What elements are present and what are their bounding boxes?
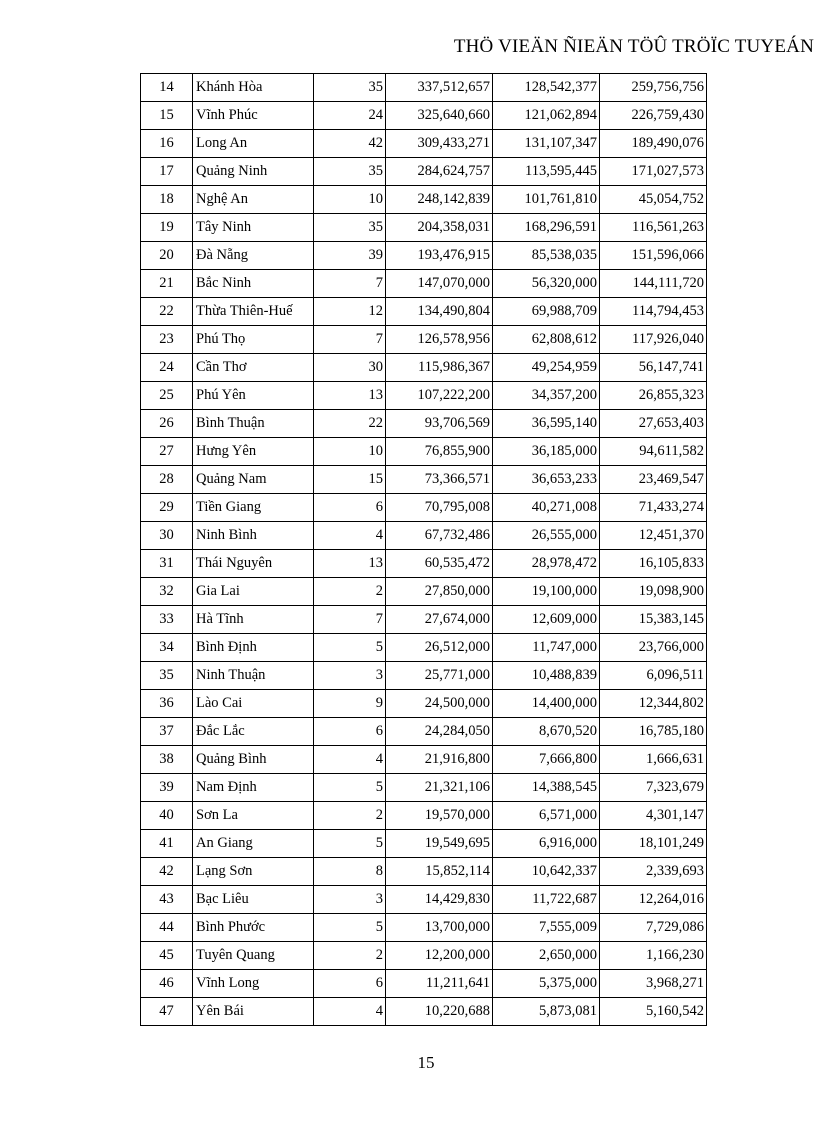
page-header-title: THÖ VIEÄN ÑIEÄN TÖÛ TRÖÏC TUYEÁN — [453, 36, 814, 57]
table-row — [141, 186, 707, 214]
row-number-cell: 43 — [141, 886, 193, 914]
province-name-cell: Bắc Ninh — [193, 270, 314, 298]
value-3-cell: 71,433,274 — [600, 494, 707, 522]
table-row — [141, 74, 707, 102]
value-1-cell: 24,284,050 — [386, 718, 493, 746]
row-number-cell: 40 — [141, 802, 193, 830]
value-1-cell: 13,700,000 — [386, 914, 493, 942]
row-number-cell: 23 — [141, 326, 193, 354]
row-number-cell: 35 — [141, 662, 193, 690]
table-row — [141, 690, 707, 718]
value-3-cell: 116,561,263 — [600, 214, 707, 242]
value-1-cell: 19,549,695 — [386, 830, 493, 858]
value-3-cell: 27,653,403 — [600, 410, 707, 438]
value-3-cell: 1,166,230 — [600, 942, 707, 970]
value-1-cell: 12,200,000 — [386, 942, 493, 970]
value-3-cell: 3,968,271 — [600, 970, 707, 998]
row-number-cell: 44 — [141, 914, 193, 942]
value-2-cell: 7,666,800 — [493, 746, 600, 774]
value-2-cell: 8,670,520 — [493, 718, 600, 746]
count-cell: 3 — [314, 662, 386, 690]
value-2-cell: 85,538,035 — [493, 242, 600, 270]
province-name-cell: Lào Cai — [193, 690, 314, 718]
value-1-cell: 325,640,660 — [386, 102, 493, 130]
table-row — [141, 354, 707, 382]
value-2-cell: 5,375,000 — [493, 970, 600, 998]
count-cell: 35 — [314, 214, 386, 242]
count-cell: 22 — [314, 410, 386, 438]
row-number-cell: 24 — [141, 354, 193, 382]
count-cell: 8 — [314, 858, 386, 886]
table-row — [141, 102, 707, 130]
value-3-cell: 26,855,323 — [600, 382, 707, 410]
table-row — [141, 466, 707, 494]
table-row — [141, 326, 707, 354]
value-3-cell: 12,264,016 — [600, 886, 707, 914]
value-3-cell: 94,611,582 — [600, 438, 707, 466]
province-name-cell: Sơn La — [193, 802, 314, 830]
value-2-cell: 10,488,839 — [493, 662, 600, 690]
province-name-cell: Phú Yên — [193, 382, 314, 410]
row-number-cell: 37 — [141, 718, 193, 746]
value-1-cell: 70,795,008 — [386, 494, 493, 522]
value-2-cell: 19,100,000 — [493, 578, 600, 606]
table-row — [141, 242, 707, 270]
value-2-cell: 168,296,591 — [493, 214, 600, 242]
value-3-cell: 117,926,040 — [600, 326, 707, 354]
province-name-cell: Lạng Sơn — [193, 858, 314, 886]
table-row — [141, 410, 707, 438]
table-row — [141, 830, 707, 858]
value-3-cell: 226,759,430 — [600, 102, 707, 130]
page-number: 15 — [417, 1053, 435, 1072]
province-name-cell: Thừa Thiên-Huế — [193, 298, 314, 326]
province-name-cell: Bạc Liêu — [193, 886, 314, 914]
row-number-cell: 38 — [141, 746, 193, 774]
count-cell: 5 — [314, 830, 386, 858]
row-number-cell: 18 — [141, 186, 193, 214]
row-number-cell: 22 — [141, 298, 193, 326]
count-cell: 15 — [314, 466, 386, 494]
row-number-cell: 25 — [141, 382, 193, 410]
row-number-cell: 31 — [141, 550, 193, 578]
row-number-cell: 27 — [141, 438, 193, 466]
row-number-cell: 15 — [141, 102, 193, 130]
row-number-cell: 46 — [141, 970, 193, 998]
table-row — [141, 858, 707, 886]
table-row — [141, 774, 707, 802]
value-1-cell: 337,512,657 — [386, 74, 493, 102]
table-row — [141, 130, 707, 158]
value-1-cell: 204,358,031 — [386, 214, 493, 242]
row-number-cell: 42 — [141, 858, 193, 886]
value-2-cell: 131,107,347 — [493, 130, 600, 158]
value-1-cell: 11,211,641 — [386, 970, 493, 998]
province-data-table — [140, 73, 707, 1026]
province-name-cell: Tây Ninh — [193, 214, 314, 242]
count-cell: 4 — [314, 522, 386, 550]
value-3-cell: 2,339,693 — [600, 858, 707, 886]
value-2-cell: 7,555,009 — [493, 914, 600, 942]
row-number-cell: 47 — [141, 998, 193, 1026]
value-1-cell: 67,732,486 — [386, 522, 493, 550]
province-name-cell: Cần Thơ — [193, 354, 314, 382]
province-name-cell: Hưng Yên — [193, 438, 314, 466]
count-cell: 6 — [314, 970, 386, 998]
province-name-cell: Tiền Giang — [193, 494, 314, 522]
count-cell: 35 — [314, 74, 386, 102]
value-3-cell: 7,323,679 — [600, 774, 707, 802]
count-cell: 3 — [314, 886, 386, 914]
value-3-cell: 18,101,249 — [600, 830, 707, 858]
value-3-cell: 259,756,756 — [600, 74, 707, 102]
count-cell: 42 — [314, 130, 386, 158]
table-row — [141, 998, 707, 1026]
value-1-cell: 26,512,000 — [386, 634, 493, 662]
province-name-cell: Quảng Ninh — [193, 158, 314, 186]
row-number-cell: 34 — [141, 634, 193, 662]
value-3-cell: 16,105,833 — [600, 550, 707, 578]
count-cell: 6 — [314, 494, 386, 522]
count-cell: 39 — [314, 242, 386, 270]
value-2-cell: 49,254,959 — [493, 354, 600, 382]
value-1-cell: 15,852,114 — [386, 858, 493, 886]
count-cell: 13 — [314, 550, 386, 578]
count-cell: 10 — [314, 186, 386, 214]
province-name-cell: An Giang — [193, 830, 314, 858]
value-2-cell: 2,650,000 — [493, 942, 600, 970]
value-1-cell: 309,433,271 — [386, 130, 493, 158]
table-row — [141, 606, 707, 634]
value-1-cell: 93,706,569 — [386, 410, 493, 438]
row-number-cell: 20 — [141, 242, 193, 270]
province-name-cell: Vĩnh Phúc — [193, 102, 314, 130]
province-name-cell: Hà Tĩnh — [193, 606, 314, 634]
value-1-cell: 25,771,000 — [386, 662, 493, 690]
row-number-cell: 41 — [141, 830, 193, 858]
value-3-cell: 6,096,511 — [600, 662, 707, 690]
table-row — [141, 942, 707, 970]
value-2-cell: 69,988,709 — [493, 298, 600, 326]
count-cell: 13 — [314, 382, 386, 410]
value-2-cell: 14,400,000 — [493, 690, 600, 718]
value-1-cell: 73,366,571 — [386, 466, 493, 494]
value-2-cell: 113,595,445 — [493, 158, 600, 186]
count-cell: 12 — [314, 298, 386, 326]
count-cell: 6 — [314, 718, 386, 746]
value-1-cell: 60,535,472 — [386, 550, 493, 578]
count-cell: 10 — [314, 438, 386, 466]
count-cell: 5 — [314, 634, 386, 662]
value-2-cell: 36,595,140 — [493, 410, 600, 438]
table-row — [141, 718, 707, 746]
count-cell: 7 — [314, 270, 386, 298]
table-row — [141, 382, 707, 410]
value-3-cell: 171,027,573 — [600, 158, 707, 186]
value-3-cell: 19,098,900 — [600, 578, 707, 606]
value-3-cell: 16,785,180 — [600, 718, 707, 746]
value-2-cell: 11,722,687 — [493, 886, 600, 914]
value-3-cell: 7,729,086 — [600, 914, 707, 942]
province-name-cell: Quảng Nam — [193, 466, 314, 494]
value-2-cell: 14,388,545 — [493, 774, 600, 802]
count-cell: 4 — [314, 998, 386, 1026]
value-1-cell: 21,321,106 — [386, 774, 493, 802]
value-3-cell: 1,666,631 — [600, 746, 707, 774]
count-cell: 5 — [314, 774, 386, 802]
province-name-cell: Nghệ An — [193, 186, 314, 214]
value-2-cell: 10,642,337 — [493, 858, 600, 886]
value-2-cell: 40,271,008 — [493, 494, 600, 522]
value-2-cell: 128,542,377 — [493, 74, 600, 102]
table-row — [141, 578, 707, 606]
count-cell: 4 — [314, 746, 386, 774]
table-row — [141, 662, 707, 690]
province-name-cell: Bình Thuận — [193, 410, 314, 438]
value-2-cell: 62,808,612 — [493, 326, 600, 354]
province-name-cell: Gia Lai — [193, 578, 314, 606]
value-3-cell: 151,596,066 — [600, 242, 707, 270]
table-row — [141, 494, 707, 522]
province-name-cell: Nam Định — [193, 774, 314, 802]
row-number-cell: 26 — [141, 410, 193, 438]
count-cell: 2 — [314, 942, 386, 970]
province-name-cell: Tuyên Quang — [193, 942, 314, 970]
province-name-cell: Đà Nẵng — [193, 242, 314, 270]
value-1-cell: 248,142,839 — [386, 186, 493, 214]
value-3-cell: 144,111,720 — [600, 270, 707, 298]
count-cell: 2 — [314, 578, 386, 606]
table-row — [141, 914, 707, 942]
value-2-cell: 121,062,894 — [493, 102, 600, 130]
value-3-cell: 23,469,547 — [600, 466, 707, 494]
row-number-cell: 14 — [141, 74, 193, 102]
table-row — [141, 522, 707, 550]
count-cell: 35 — [314, 158, 386, 186]
province-name-cell: Đắc Lắc — [193, 718, 314, 746]
value-3-cell: 56,147,741 — [600, 354, 707, 382]
value-3-cell: 45,054,752 — [600, 186, 707, 214]
row-number-cell: 28 — [141, 466, 193, 494]
province-name-cell: Ninh Bình — [193, 522, 314, 550]
value-3-cell: 23,766,000 — [600, 634, 707, 662]
value-2-cell: 12,609,000 — [493, 606, 600, 634]
value-2-cell: 34,357,200 — [493, 382, 600, 410]
value-2-cell: 6,916,000 — [493, 830, 600, 858]
value-1-cell: 21,916,800 — [386, 746, 493, 774]
table-row — [141, 746, 707, 774]
value-2-cell: 36,653,233 — [493, 466, 600, 494]
province-name-cell: Bình Phước — [193, 914, 314, 942]
value-1-cell: 10,220,688 — [386, 998, 493, 1026]
table-row — [141, 214, 707, 242]
row-number-cell: 32 — [141, 578, 193, 606]
province-name-cell: Ninh Thuận — [193, 662, 314, 690]
count-cell: 9 — [314, 690, 386, 718]
value-2-cell: 28,978,472 — [493, 550, 600, 578]
value-1-cell: 27,674,000 — [386, 606, 493, 634]
value-2-cell: 5,873,081 — [493, 998, 600, 1026]
table-body — [141, 74, 707, 1026]
value-2-cell: 26,555,000 — [493, 522, 600, 550]
value-3-cell: 15,383,145 — [600, 606, 707, 634]
row-number-cell: 16 — [141, 130, 193, 158]
table-row — [141, 438, 707, 466]
province-name-cell: Khánh Hòa — [193, 74, 314, 102]
row-number-cell: 45 — [141, 942, 193, 970]
value-3-cell: 189,490,076 — [600, 130, 707, 158]
table-row — [141, 802, 707, 830]
value-2-cell: 36,185,000 — [493, 438, 600, 466]
province-name-cell: Quảng Bình — [193, 746, 314, 774]
value-1-cell: 115,986,367 — [386, 354, 493, 382]
row-number-cell: 39 — [141, 774, 193, 802]
province-name-cell: Bình Định — [193, 634, 314, 662]
value-1-cell: 27,850,000 — [386, 578, 493, 606]
value-3-cell: 4,301,147 — [600, 802, 707, 830]
count-cell: 5 — [314, 914, 386, 942]
table-row — [141, 298, 707, 326]
row-number-cell: 30 — [141, 522, 193, 550]
table-row — [141, 550, 707, 578]
value-1-cell: 193,476,915 — [386, 242, 493, 270]
value-2-cell: 56,320,000 — [493, 270, 600, 298]
value-1-cell: 284,624,757 — [386, 158, 493, 186]
value-3-cell: 12,451,370 — [600, 522, 707, 550]
province-name-cell: Vĩnh Long — [193, 970, 314, 998]
count-cell: 30 — [314, 354, 386, 382]
row-number-cell: 33 — [141, 606, 193, 634]
value-2-cell: 101,761,810 — [493, 186, 600, 214]
value-1-cell: 19,570,000 — [386, 802, 493, 830]
table-row — [141, 158, 707, 186]
value-3-cell: 5,160,542 — [600, 998, 707, 1026]
province-name-cell: Long An — [193, 130, 314, 158]
row-number-cell: 21 — [141, 270, 193, 298]
value-1-cell: 107,222,200 — [386, 382, 493, 410]
province-name-cell: Phú Thọ — [193, 326, 314, 354]
count-cell: 24 — [314, 102, 386, 130]
row-number-cell: 17 — [141, 158, 193, 186]
row-number-cell: 36 — [141, 690, 193, 718]
table-row — [141, 886, 707, 914]
value-1-cell: 134,490,804 — [386, 298, 493, 326]
value-3-cell: 114,794,453 — [600, 298, 707, 326]
row-number-cell: 19 — [141, 214, 193, 242]
value-1-cell: 147,070,000 — [386, 270, 493, 298]
count-cell: 7 — [314, 326, 386, 354]
province-name-cell: Yên Bái — [193, 998, 314, 1026]
count-cell: 2 — [314, 802, 386, 830]
row-number-cell: 29 — [141, 494, 193, 522]
value-2-cell: 11,747,000 — [493, 634, 600, 662]
value-2-cell: 6,571,000 — [493, 802, 600, 830]
value-1-cell: 126,578,956 — [386, 326, 493, 354]
table-row — [141, 270, 707, 298]
province-name-cell: Thái Nguyên — [193, 550, 314, 578]
table-row — [141, 970, 707, 998]
table-row — [141, 634, 707, 662]
value-3-cell: 12,344,802 — [600, 690, 707, 718]
value-1-cell: 76,855,900 — [386, 438, 493, 466]
count-cell: 7 — [314, 606, 386, 634]
value-1-cell: 14,429,830 — [386, 886, 493, 914]
value-1-cell: 24,500,000 — [386, 690, 493, 718]
